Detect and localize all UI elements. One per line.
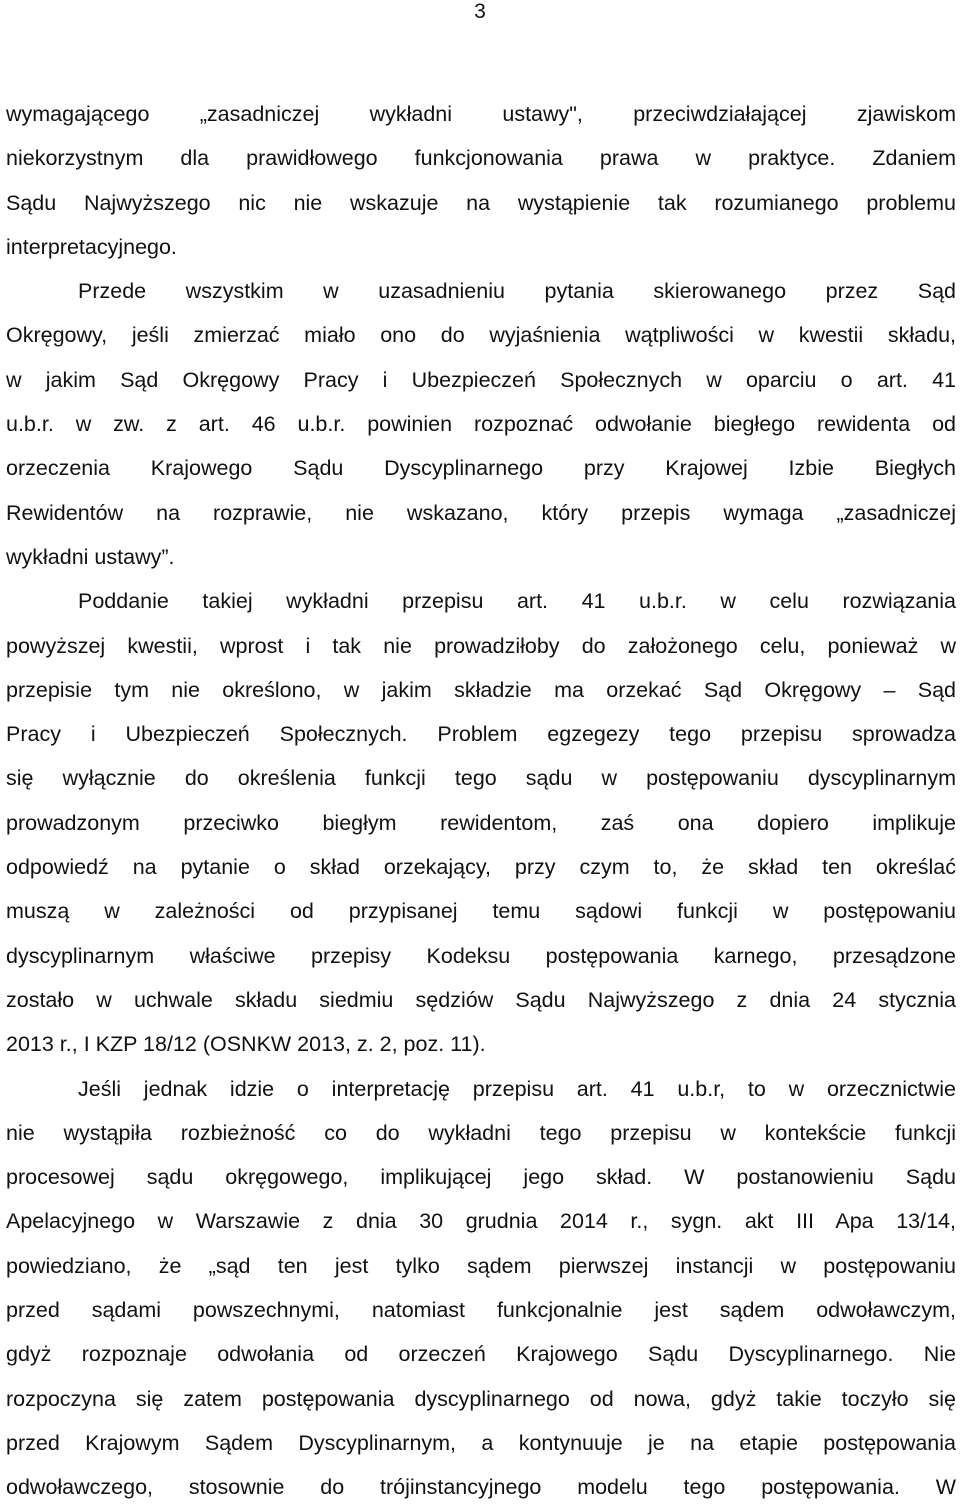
text-line: muszą w zależności od przypisanej temu sądowi funkcji w postępowaniu xyxy=(6,899,956,924)
text-line: się wyłącznie do określenia funkcji tego sądu w postępowaniu dyscyplinarnym xyxy=(6,766,956,791)
text-line: zostało w uchwale składu siedmiu sędziów Sądu Najwyższego z dnia 24 stycznia xyxy=(6,987,956,1012)
text-line: gdyż rozpoznaje odwołania od orzeczeń Krajowego Sądu Dyscyplinarnego. Nie xyxy=(6,1342,956,1367)
text-line: odwoławczego, stosownie do trójinstancyjnego modelu tego postępowania. W xyxy=(6,1475,956,1500)
page-number: 3 xyxy=(474,0,486,23)
text-line: u.b.r. w zw. z art. 46 u.b.r. powinien rozpoznać odwołanie biegłego rewidenta od xyxy=(6,412,956,437)
text-line: procesowej sądu okręgowego, implikującej jego skład. W postanowieniu Sądu xyxy=(6,1165,956,1190)
text-line: wykładni ustawy”. xyxy=(6,544,175,569)
text-line: nie wystąpiła rozbieżność co do wykładni tego przepisu w kontekście funkcji xyxy=(6,1120,956,1145)
text-line: Rewidentów na rozprawie, nie wskazano, który przepis wymaga „zasadniczej xyxy=(6,500,956,525)
text-line: przed sądami powszechnymi, natomiast funkcjonalnie jest sądem odwoławczym, xyxy=(6,1298,956,1323)
text-line: dyscyplinarnym właściwe przepisy Kodeksu postępowania karnego, przesądzone xyxy=(6,943,956,968)
text-line: przed Krajowym Sądem Dyscyplinarnym, a kontynuuje je na etapie postępowania xyxy=(6,1430,956,1455)
text-line: interpretacyjnego. xyxy=(6,234,177,259)
text-line: wymagającego „zasadniczej wykładni ustawy", przeciwdziałającej zjawiskom xyxy=(6,102,956,126)
text-line: Jeśli jednak idzie o interpretację przepisu art. 41 u.b.r, to w orzecznictwie xyxy=(78,1076,956,1101)
text-line: niekorzystnym dla prawidłowego funkcjonowania prawa w praktyce. Zdaniem xyxy=(6,146,956,171)
text-line: prowadzonym przeciwko biegłym rewidentom, zaś ona dopiero implikuje xyxy=(6,810,956,835)
text-line: rozpoczyna się zatem postępowania dyscyplinarnego od nowa, gdyż takie toczyło się xyxy=(6,1386,956,1411)
text-line: Sądu Najwyższego nic nie wskazuje na wystąpienie tak rozumianego problemu xyxy=(6,190,956,215)
text-line: odpowiedź na pytanie o skład orzekający, przy czym to, że skład ten określać xyxy=(6,855,956,880)
text-line: w jakim Sąd Okręgowy Pracy i Ubezpieczeń Społecznych w oparciu o art. 41 xyxy=(6,367,956,392)
text-line: powiedziano, że „sąd ten jest tylko sądem pierwszej instancji w postępowaniu xyxy=(6,1253,956,1278)
text-line: Pracy i Ubezpieczeń Społecznych. Problem egzegezy tego przepisu sprowadza xyxy=(6,722,956,747)
text-line: Okręgowy, jeśli zmierzać miało ono do wyjaśnienia wątpliwości w kwestii składu, xyxy=(6,323,956,348)
text-line: Apelacyjnego w Warszawie z dnia 30 grudnia 2014 r., sygn. akt III Apa 13/14, xyxy=(6,1209,956,1234)
text-line: orzeczenia Krajowego Sądu Dyscyplinarnego przy Krajowej Izbie Biegłych xyxy=(6,456,956,481)
text-line: Przede wszystkim w uzasadnieniu pytania skierowanego przez Sąd xyxy=(78,279,956,304)
text-line: przepisie tym nie określono, w jakim składzie ma orzekać Sąd Okręgowy – Sąd xyxy=(6,677,956,702)
text-line: powyższej kwestii, wprost i tak nie prowadziłoby do założonego celu, ponieważ w xyxy=(6,633,956,658)
text-line: 2013 r., I KZP 18/12 (OSNKW 2013, z. 2, poz. 11). xyxy=(6,1032,486,1057)
text-line: Poddanie takiej wykładni przepisu art. 41 u.b.r. w celu rozwiązania xyxy=(78,589,956,614)
document-body xyxy=(6,92,956,1510)
